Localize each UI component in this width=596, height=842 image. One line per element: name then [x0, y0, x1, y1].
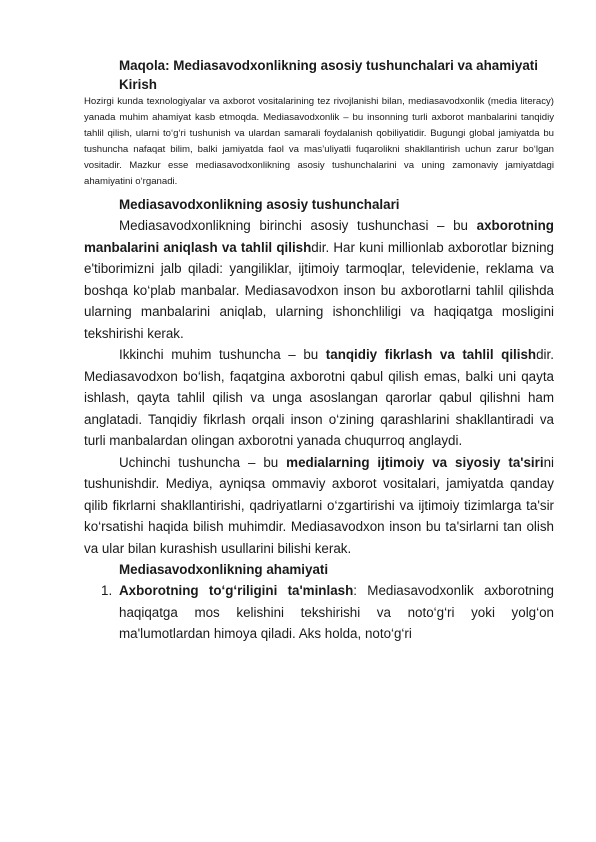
paragraph-text: Mediasavodxonlikning birinchi asosiy tushunchasi – bu [119, 218, 477, 233]
list-item [84, 580, 554, 645]
article-title: Maqola: Mediasavodxonlikning asosiy tushunchalari va ahamiyati [119, 58, 538, 73]
importance-list [84, 580, 554, 645]
section-heading-importance: Mediasavodxonlikning ahamiyati [119, 562, 329, 577]
list-number: 1. [101, 583, 113, 598]
bold-term: medialarning ijtimoiy va siyosiy ta'siri [286, 454, 544, 470]
section-heading-concepts: Mediasavodxonlikning asosiy tushunchalari [119, 197, 400, 212]
bold-term: tanqidiy fikrlash va tahlil qilish [325, 347, 537, 362]
paragraph-text: dir. Har kuni millionlab axborotlar bizning e'tiborimizni jalb qiladi: yangiliklar, ijtimoiy tarmoqlar, televidenie, reklama va boshqa ko‘plab manbalar. Mediasavodxon inson bu axborotlarni tahlil qilishda ularning manbalarini aniqlab, ularning ishonchliligi va haqiqatga mosligini tekshirishi kerak. [84, 239, 554, 341]
list-item-text: : Mediasavodxonlik axborotning haqiqatga mos kelishini tekshirishi va noto‘g‘ri yoki yolg‘on ma'lumotlardan himoya qiladi. Aks holda, noto‘g‘ri [119, 583, 554, 641]
intro-paragraph: Hozirgi kunda texnologiyalar va axborot vositalarining tez rivojlanishi bilan, mediasavodxonlik (media literacy) yanada muhim ahamiyat kasb etmoqda. Mediasavodxonlik – bu insonning turli axborot manbalarini tanqidiy tahlil qilish, ularni to‘g‘ri tushunish va ulardan samarali foydalanish qobiliyatidir. Bugungi global jamiyatda bu tushuncha nafaqat bilim, balki jamiyatda faol va mas’uliyatli fuqarolikni shakllantirish uchun zarur bo‘lgan vositadir. Mazkur esse mediasavodxonlikning asosiy tushunchalarini va uning zamonaviy jamiyatdagi ahamiyatini o‘rganadi. [84, 96, 554, 187]
paragraph-third-concept [84, 452, 554, 560]
bold-term: axborotning manbalarini aniqlash va tahlil qilish [84, 218, 554, 255]
paragraph-first-concept [84, 215, 554, 344]
paragraph-text: ni tushunishdir. Mediya, ayniqsa ommaviy axborot vositalari, jamiyatda qanday qilib fikrlarni shakllantirishi, qadriyatlarni o‘zgartirishi va ijtimoiy tizimlarga ta'sir ko‘rsatishi haqida bilish muhimdir. Mediasavodxon inson bu ta'sirlarni tan olish va ular bilan kurashish usullarini bilishi kerak. [84, 454, 554, 556]
paragraph-text: dir. Mediasavodxon bo‘lish, faqatgina axborotni qabul qilish emas, balki uni qayta ishlash, qayta tahlil qilish va unga asoslangan qarorlar qabul qilishni ham anglatadi. Tanqidiy fikrlash orqali inson o‘zining qarashlarini shakllantiradi va turli manbalardan olingan axborotni yanada chuqurroq anglaydi. [84, 347, 554, 448]
paragraph-text: Ikkinchi muhim tushuncha – bu [119, 347, 326, 362]
list-item-term: Axborotning to‘g‘riligini ta'minlash [119, 583, 354, 598]
paragraph-second-concept [84, 344, 554, 452]
paragraph-text: Uchinchi tushuncha – bu [119, 454, 287, 470]
document-page [84, 56, 554, 645]
intro-heading: Kirish [119, 77, 157, 92]
